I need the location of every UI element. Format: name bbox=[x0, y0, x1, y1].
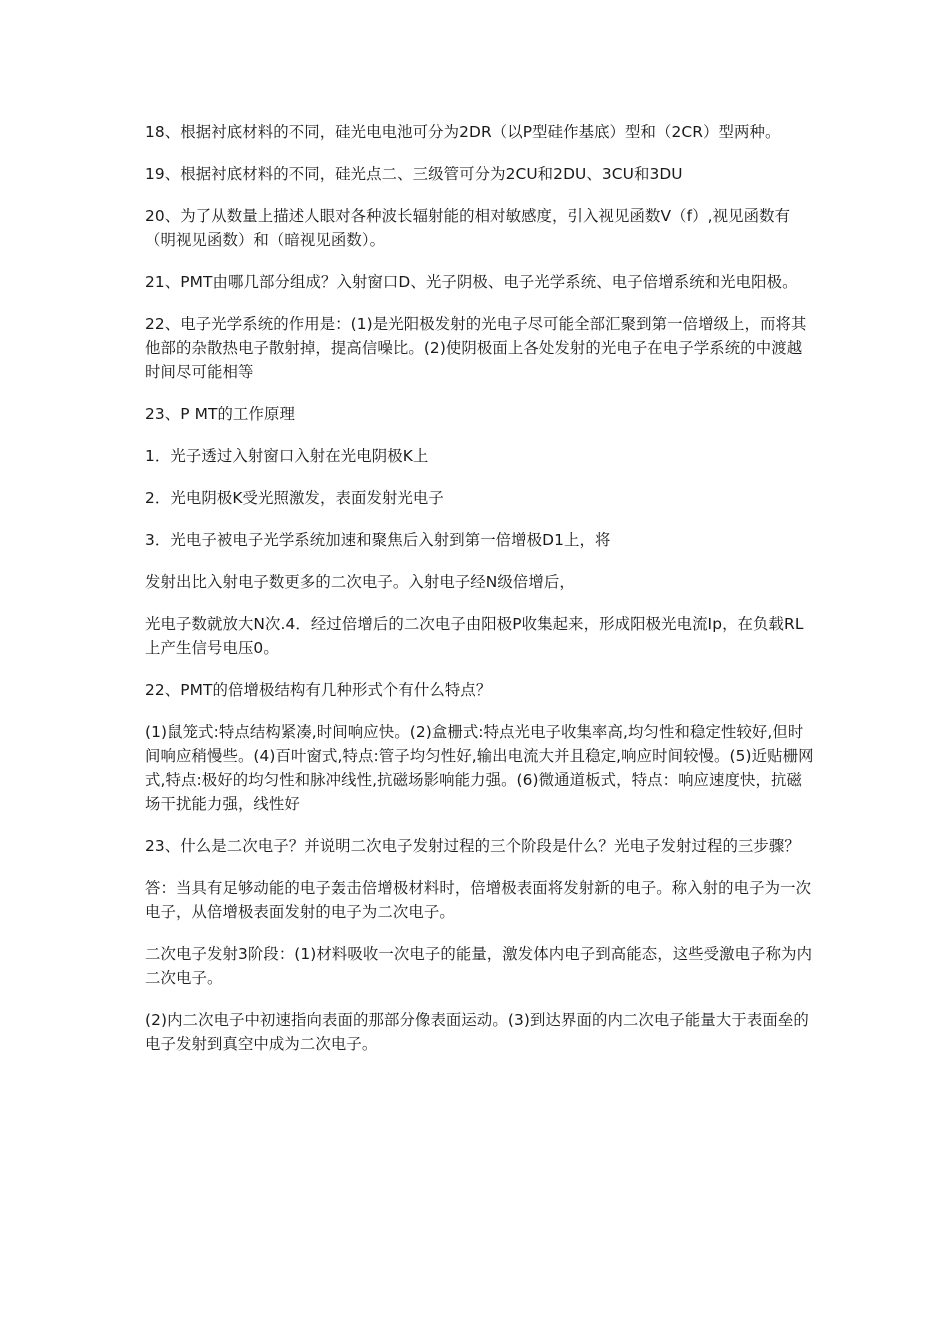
paragraph-three-stages: 二次电子发射3阶段：(1)材料吸收一次电子的能量，激发体内电子到高能态，这些受激电子称为内二次电子。 bbox=[145, 945, 813, 987]
paragraph-22-electron-optics: 22、电子光学系统的作用是：(1)是光阳极发射的光电子尽可能全部汇聚到第一倍增级上，而将其他部的杂散热电子散射掉，提高信噪比。(2)使阴极面上各处发射的光电子在电子学系统的中渡越时间尽可能相等 bbox=[145, 315, 807, 381]
paragraph-step-2: 2．光电阴极K受光照激发，表面发射光电子 bbox=[145, 489, 444, 507]
paragraph-21: 21、PMT由哪几部分组成？入射窗口D、光子阴极、电子光学系统、电子倍增系统和光电阳极。 bbox=[145, 273, 798, 291]
paragraph-step-3: 3．光电子被电子光学系统加速和聚焦后入射到第一倍增极D1上，将 bbox=[145, 531, 611, 549]
paragraph-18: 18、根据衬底材料的不同，硅光电电池可分为2DR（以P型硅作基底）型和（2CR）型两种。 bbox=[145, 123, 781, 141]
paragraph-step-4: 光电子数就放大N次.4．经过倍增后的二次电子由阳极P收集起来，形成阳极光电流Ip，在负载RL上产生信号电压0。 bbox=[145, 615, 804, 657]
paragraph-22-dynode-question: 22、PMT的倍增极结构有几种形式个有什么特点？ bbox=[145, 681, 492, 699]
paragraph-19: 19、根据衬底材料的不同，硅光点二、三级管可分为2CU和2DU、3CU和3DU bbox=[145, 165, 683, 183]
paragraph-stages-cont: (2)内二次电子中初速指向表面的那部分像表面运动。(3)到达界面的内二次电子能量大于表面垒的电子发射到真空中成为二次电子。 bbox=[145, 1011, 809, 1053]
paragraph-23-pmt-principle-heading: 23、P MT的工作原理 bbox=[145, 405, 295, 423]
paragraph-20: 20、为了从数量上描述人眼对各种波长辐射能的相对敏感度，引入视见函数V（f）,视见函数有（明视见函数）和（暗视见函数）。 bbox=[145, 207, 791, 249]
paragraph-answer: 答：当具有足够动能的电子轰击倍增极材料时，倍增极表面将发射新的电子。称入射的电子为一次电子，从倍增极表面发射的电子为二次电子。 bbox=[145, 879, 812, 921]
paragraph-step-3-cont: 发射出比入射电子数更多的二次电子。入射电子经N级倍增后， bbox=[145, 573, 575, 591]
paragraph-dynode-types: (1)鼠笼式:特点结构紧凑,时间响应快。(2)盒栅式:特点光电子收集率高,均匀性和稳定性较好,但时间响应稍慢些。(4)百叶窗式,特点:管子均匀性好,输出电流大并且稳定,响应时间较慢。(5)近贴栅网式,特点:极好的均匀性和脉冲线性,抗磁场影响能力强。(6)微通道板式，特点：响应速度快，抗磁场干扰能力强，线性好 bbox=[145, 723, 814, 813]
document-page bbox=[145, 120, 817, 1074]
paragraph-step-1: 1．光子透过入射窗口入射在光电阴极K上 bbox=[145, 447, 429, 465]
paragraph-23-secondary-question: 23、什么是二次电子？并说明二次电子发射过程的三个阶段是什么？光电子发射过程的三步骤？ bbox=[145, 837, 800, 855]
